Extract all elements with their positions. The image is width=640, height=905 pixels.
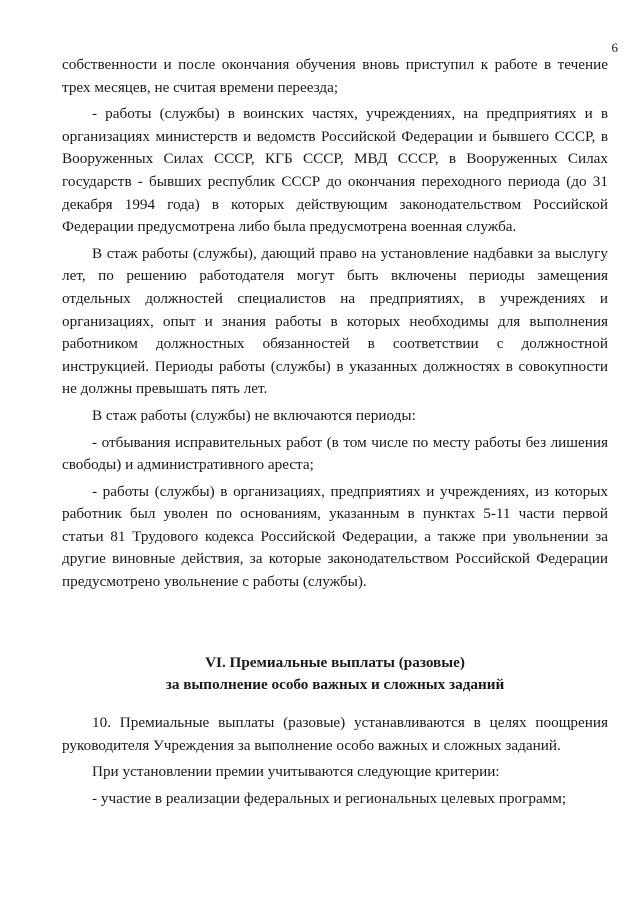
paragraph-bonus-payments: 10. Премиальные выплаты (разовые) устанавливаются в целях поощрения руководителя Учреждения за выполнение особо важных и сложных заданий. xyxy=(62,714,608,754)
section-heading-line1: VI. Премиальные выплаты (разовые) xyxy=(205,654,465,671)
paragraph-criteria-item: - участие в реализации федеральных и региональных целевых программ; xyxy=(92,789,567,807)
page-number: 6 xyxy=(611,40,618,55)
paragraph-continuation: собственности и после окончания обучения вновь приступил к работе в течение трех месяцев, не считая времени переезда; xyxy=(62,56,608,96)
section-body xyxy=(62,712,608,810)
body-text xyxy=(62,54,608,594)
paragraph-excluded-periods: В стаж работы (службы) не включаются периоды: xyxy=(92,406,416,424)
section-heading xyxy=(62,652,608,696)
paragraph-correctional-work: - отбывания исправительных работ (в том числе по месту работы без лишения свободы) и административного ареста; xyxy=(62,433,608,474)
paragraph-criteria-intro: При установлении премии учитываются следующие критерии: xyxy=(92,763,500,781)
paragraph-dismissal: - работы (службы) в организациях, предприятиях и учреждениях, из которых работник был уволен по основаниям, указанным в пунктах 5-11 части первой статьи 81 Трудового кодекса Российской Федерации, а также при увольнении за другие виновные действия, за которые законодательством Российской Федерации предусмотрено увольнение с работы (службы). xyxy=(62,482,608,591)
section-heading-line2: за выполнение особо важных и сложных заданий xyxy=(165,676,505,693)
paragraph-specialist-periods: В стаж работы (службы), дающий право на установление надбавки за выслугу лет, по решению работодателя могут быть включены периоды замещения отдельных должностей специалистов на предприятиях, в учреждениях и организациях, опыт и знания работы в которых необходимы для выполнения работником должностных обязанностей в соответствии с должностной инструкцией. Периоды работы (службы) в указанных должностях в совокупности не должны превышать пять лет. xyxy=(62,244,608,398)
paragraph-military-service: - работы (службы) в воинских частях, учреждениях, на предприятиях и в организациях министерств и ведомств Российской Федерации и бывшего СССР, в Вооруженных Силах СССР, КГБ СССР, МВД СССР, в Вооруженных Силах государств - бывших республик СССР до окончания переходного периода (до 31 декабря 1994 года) в которых действующим законодательством Российской Федерации предусмотрена либо была предусмотрена военная служба. xyxy=(62,105,608,236)
